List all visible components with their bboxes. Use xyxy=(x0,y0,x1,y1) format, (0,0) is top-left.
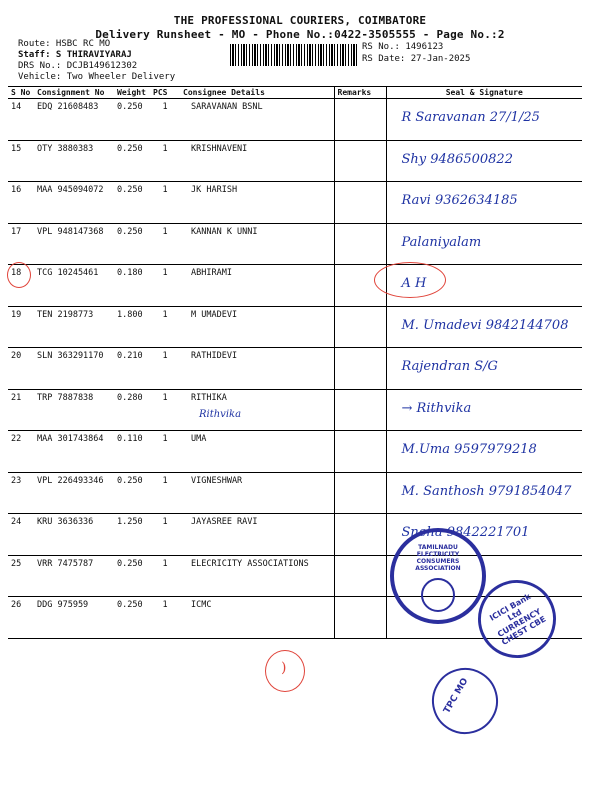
row-signature xyxy=(386,431,582,473)
row-consignment: VPL 948147368 xyxy=(34,223,114,265)
table-row xyxy=(8,306,582,348)
row-remarks xyxy=(334,597,386,639)
handwritten-note xyxy=(183,112,331,118)
row-pcs: 1 xyxy=(150,431,180,473)
row-consignment: TCG 10245461 xyxy=(34,265,114,307)
red-tick-mark: ) xyxy=(281,660,287,676)
row-sno: 21 xyxy=(8,389,34,431)
table-row xyxy=(8,348,582,390)
handwritten-note: Rithvika xyxy=(199,408,242,420)
row-signature xyxy=(386,389,582,431)
row-weight: 0.250 xyxy=(114,99,150,141)
tpc-stamp xyxy=(420,656,510,746)
table-header xyxy=(8,87,582,99)
table-row xyxy=(8,514,582,556)
row-consignee xyxy=(180,597,334,639)
handwritten-note xyxy=(183,195,331,201)
rs-date: RS Date: 27-Jan-2025 xyxy=(362,54,471,64)
row-remarks xyxy=(334,389,386,431)
row-consignee xyxy=(180,140,334,182)
row-consignment: VPL 226493346 xyxy=(34,472,114,514)
row-weight: 1.800 xyxy=(114,306,150,348)
handwritten-signature: M. Santhosh 9791854047 xyxy=(401,483,572,499)
handwritten-note xyxy=(183,361,331,367)
row-pcs: 1 xyxy=(150,306,180,348)
row-consignment: MAA 301743864 xyxy=(34,431,114,473)
row-consignment: SLN 363291170 xyxy=(34,348,114,390)
red-oval-mark xyxy=(374,262,446,298)
runsheet-table xyxy=(8,86,582,639)
row-weight: 0.250 xyxy=(114,597,150,639)
consignee-name: ICMC xyxy=(191,600,212,610)
row-sno: 23 xyxy=(8,472,34,514)
consignee-name: RATHIDEVI xyxy=(191,351,238,361)
table-row xyxy=(8,223,582,265)
consignee-name: VIGNESHWAR xyxy=(191,475,243,486)
row-weight: 0.250 xyxy=(114,140,150,182)
handwritten-note xyxy=(183,610,331,616)
row-remarks xyxy=(334,348,386,390)
consignee-name: JAYASREE RAVI xyxy=(191,517,258,527)
handwritten-signature: Palaniyalam xyxy=(401,234,482,250)
row-sno: 18 xyxy=(8,265,34,307)
row-weight: 0.110 xyxy=(114,431,150,473)
tpc-stamp-text: TPC MO xyxy=(442,676,471,716)
row-sno: 26 xyxy=(8,597,34,639)
staff-label: Staff: S THIRAVIYARAJ xyxy=(18,50,132,60)
row-consignment: EDQ 21608483 xyxy=(34,99,114,141)
association-stamp xyxy=(390,528,486,624)
row-signature xyxy=(386,348,582,390)
row-weight: 0.180 xyxy=(114,265,150,307)
row-sno: 16 xyxy=(8,182,34,224)
row-weight: 0.250 xyxy=(114,182,150,224)
row-pcs: 1 xyxy=(150,223,180,265)
row-consignment: OTY 3880383 xyxy=(34,140,114,182)
row-sno: 17 xyxy=(8,223,34,265)
handwritten-note xyxy=(183,569,331,575)
row-consignee xyxy=(180,99,334,141)
col-pcs: PCS xyxy=(150,87,180,99)
row-pcs: 1 xyxy=(150,265,180,307)
company-title: THE PROFESSIONAL COURIERS, COIMBATORE xyxy=(173,14,427,27)
consignee-name: M UMADEVI xyxy=(191,309,238,320)
consignee-name: KANNAN K UNNI xyxy=(191,226,258,237)
row-sno: 25 xyxy=(8,555,34,597)
col-sno: S No xyxy=(8,87,34,99)
row-consignment: DDG 975959 xyxy=(34,597,114,639)
handwritten-note xyxy=(183,278,331,284)
row-consignee xyxy=(180,348,334,390)
row-weight: 0.280 xyxy=(114,389,150,431)
handwritten-signature: → Rithvika xyxy=(401,400,472,416)
row-remarks xyxy=(334,555,386,597)
row-sno: 22 xyxy=(8,431,34,473)
handwritten-signature: Sneha 9842221701 xyxy=(401,525,530,540)
row-consignee xyxy=(180,306,334,348)
row-weight: 0.250 xyxy=(114,472,150,514)
row-pcs: 1 xyxy=(150,555,180,597)
association-stamp-seal xyxy=(421,578,455,612)
row-signature xyxy=(386,182,582,224)
table-row xyxy=(8,99,582,141)
row-pcs: 1 xyxy=(150,514,180,556)
drs-label: DRS No.: DCJB149612302 xyxy=(18,61,138,71)
handwritten-signature: R Saravanan 27/1/25 xyxy=(401,110,540,125)
handwritten-signature: Ravi 9362634185 xyxy=(401,193,518,208)
row-sno: 24 xyxy=(8,514,34,556)
handwritten-signature: A H xyxy=(401,276,427,291)
row-consignee xyxy=(180,472,334,514)
table-row xyxy=(8,265,582,307)
table-row xyxy=(8,472,582,514)
row-pcs: 1 xyxy=(150,99,180,141)
consignee-name: ABHIRAMI xyxy=(191,268,232,278)
row-pcs: 1 xyxy=(150,389,180,431)
rs-number: RS No.: 1496123 xyxy=(362,42,444,52)
row-remarks xyxy=(334,223,386,265)
row-remarks xyxy=(334,140,386,182)
row-consignment: TRP 7887838 xyxy=(34,389,114,431)
row-sno: 15 xyxy=(8,140,34,182)
row-sno: 20 xyxy=(8,348,34,390)
table-row xyxy=(8,431,582,473)
consignee-name: JK HARISH xyxy=(191,185,238,195)
handwritten-signature: Shy 9486500822 xyxy=(401,151,513,167)
row-consignee xyxy=(180,431,334,473)
row-pcs: 1 xyxy=(150,140,180,182)
icici-stamp-text: ICICI Bank Ltd CURRENCY CHEST CBE xyxy=(488,591,548,647)
row-pcs: 1 xyxy=(150,597,180,639)
handwritten-note xyxy=(183,527,331,533)
col-consignee: Consignee Details xyxy=(180,87,334,99)
col-weight: Weight xyxy=(114,87,150,99)
row-pcs: 1 xyxy=(150,348,180,390)
row-remarks xyxy=(334,472,386,514)
consignee-name: UMA xyxy=(191,434,207,444)
col-consignment: Consignment No xyxy=(34,87,114,99)
row-signature xyxy=(386,472,582,514)
row-consignee xyxy=(180,223,334,265)
row-consignment: TEN 2198773 xyxy=(34,306,114,348)
row-sno: 19 xyxy=(8,306,34,348)
row-consignee xyxy=(180,555,334,597)
handwritten-signature: M. Umadevi 9842144708 xyxy=(401,317,569,333)
red-circle-mark xyxy=(7,262,31,288)
row-weight: 1.250 xyxy=(114,514,150,556)
handwritten-note xyxy=(183,320,331,326)
col-remarks: Remarks xyxy=(334,87,386,99)
row-signature xyxy=(386,223,582,265)
handwritten-signature: Rajendran S/G xyxy=(401,359,498,374)
handwritten-note xyxy=(183,154,331,160)
runsheet-title: Delivery Runsheet - MO - Phone No.:0422-3505555 - Page No.:2 xyxy=(95,28,505,41)
handwritten-note xyxy=(183,486,331,492)
row-consignment: KRU 3636336 xyxy=(34,514,114,556)
table-row xyxy=(8,182,582,224)
row-remarks xyxy=(334,306,386,348)
row-weight: 0.210 xyxy=(114,348,150,390)
row-consignment: MAA 945094072 xyxy=(34,182,114,224)
association-stamp-text: TAMILNADU ELECTRICITY CONSUMERS ASSOCIATION xyxy=(415,544,461,572)
consignee-name: KRISHNAVENI xyxy=(191,143,248,154)
col-signature: Seal & Signature xyxy=(386,87,582,99)
row-pcs: 1 xyxy=(150,182,180,224)
row-consignment: VRR 7475787 xyxy=(34,555,114,597)
row-consignee xyxy=(180,182,334,224)
row-consignee xyxy=(180,389,334,431)
row-signature xyxy=(386,306,582,348)
row-weight: 0.250 xyxy=(114,223,150,265)
consignee-name: ELECRICITY ASSOCIATIONS xyxy=(191,558,309,569)
route-label: Route: HSBC RC MO xyxy=(18,39,111,49)
row-consignee xyxy=(180,514,334,556)
row-consignee xyxy=(180,265,334,307)
row-signature xyxy=(386,140,582,182)
row-remarks xyxy=(334,99,386,141)
consignee-name: RITHIKA xyxy=(191,392,227,403)
row-remarks xyxy=(334,182,386,224)
row-remarks xyxy=(334,431,386,473)
table-row xyxy=(8,140,582,182)
consignee-name: SARAVANAN BSNL xyxy=(191,102,263,112)
handwritten-note xyxy=(183,444,331,450)
row-sno: 14 xyxy=(8,99,34,141)
row-remarks xyxy=(334,514,386,556)
row-pcs: 1 xyxy=(150,472,180,514)
vehicle-label: Vehicle: Two Wheeler Delivery xyxy=(18,72,176,82)
row-weight: 0.250 xyxy=(114,555,150,597)
barcode xyxy=(230,44,358,66)
handwritten-signature: M.Uma 9597979218 xyxy=(401,442,537,457)
handwritten-note xyxy=(183,237,331,243)
table-row xyxy=(8,389,582,431)
row-signature xyxy=(386,99,582,141)
